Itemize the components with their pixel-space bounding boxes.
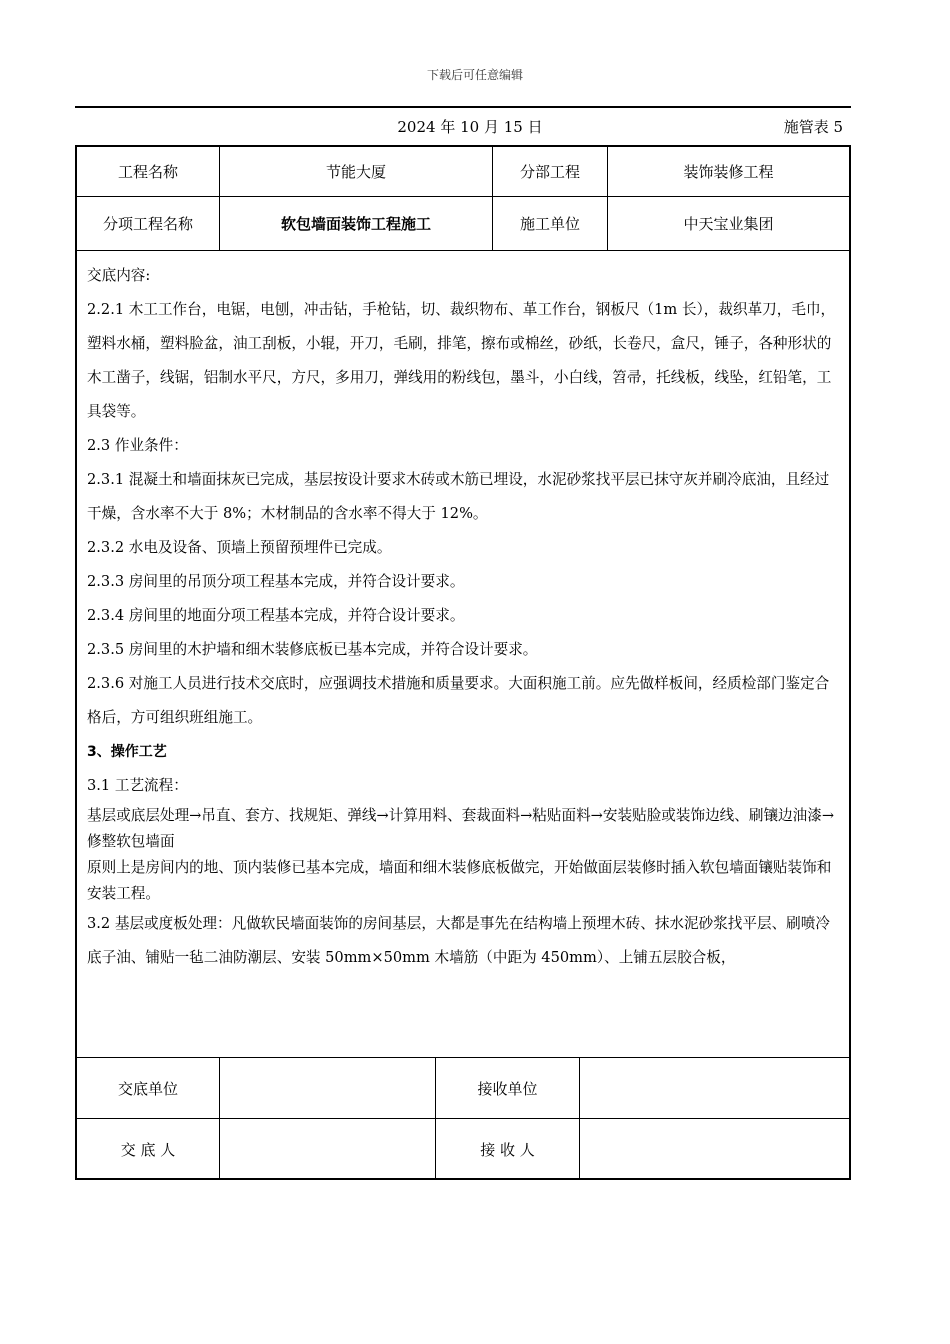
receiving-unit-field[interactable] — [580, 1058, 849, 1118]
footer-row-persons — [77, 1118, 849, 1180]
receiving-unit-label: 接收单位 — [436, 1058, 580, 1118]
handover-unit-field[interactable] — [220, 1058, 436, 1118]
handover-person-field[interactable] — [220, 1118, 436, 1180]
contractor-label: 施工单位 — [493, 197, 608, 250]
handover-person-label: 交 底 人 — [77, 1118, 220, 1180]
division-value: 装饰装修工程 — [683, 163, 774, 181]
content-paragraph: 2.3.5 房间里的木护墙和细木装修底板已基本完成，并符合设计要求。 — [87, 641, 538, 658]
form-number: 施管表 5 — [783, 118, 843, 136]
content-paragraph: 3.1 工艺流程： — [87, 777, 188, 794]
info-row-project — [77, 147, 849, 197]
receiver-label: 接 收 人 — [436, 1118, 580, 1180]
subitem-label: 分项工程名称 — [77, 197, 220, 250]
content-paragraph: 2.3.3 房间里的吊顶分项工程基本完成，并符合设计要求。 — [87, 573, 465, 590]
subitem-value: 软包墙面装饰工程施工 — [220, 197, 493, 250]
content-paragraph: 2.3.4 房间里的地面分项工程基本完成，并符合设计要求。 — [87, 607, 465, 624]
receiver-field[interactable] — [580, 1118, 849, 1180]
project-name-label: 工程名称 — [77, 147, 220, 196]
top-rule — [75, 106, 851, 108]
document-date: 2024 年 10 月 15 日 — [397, 118, 543, 136]
handover-form — [75, 145, 851, 1180]
footer-row-units — [77, 1057, 849, 1119]
contractor-value: 中天宝业集团 — [683, 215, 774, 233]
watermark-text: 下载后可任意编辑 — [426, 68, 523, 82]
content-heading: 交底内容: — [87, 267, 151, 284]
info-row-subitem — [77, 197, 849, 251]
content-paragraph: 2.2.1 木工工作台，电锯，电刨，冲击钻，手枪钻，切、裁织物布、革工作台，钢板尺（1m 长），裁织革刀，毛巾，塑料水桶，塑料脸盆，油工刮板，小辊，开刀，毛刷，排笔，擦布或棉丝，砂纸，长卷尺，盒尺，锤子，各种形状的木工凿子，线锯，铝制水平尺，方尺，多用刀，弹线用的粉线包，墨斗，小白线，笤帚，托线板，线坠，红铅笔，工具袋等。 — [87, 301, 836, 420]
handover-unit-label: 交底单位 — [77, 1058, 220, 1118]
content-paragraph: 3.2 基层或度板处理：凡做软民墙面装饰的房间基层，大都是事先在结构墙上预埋木砖、抹水泥砂浆找平层、刷喷冷底子油、铺贴一毡二油防潮层、安装 50mm×50mm 木墙筋（中距为 450mm）、上铺五层胶合板， — [87, 915, 830, 966]
content-paragraph: 2.3.1 混凝土和墙面抹灰已完成，基层按设计要求木砖或木筋已埋设，水泥砂浆找平层已抹守灰并刷冷底油，且经过干燥，含水率不大于 8%；木材制品的含水率不得大于 12%。 — [87, 471, 830, 522]
division-label: 分部工程 — [493, 147, 608, 196]
content-paragraph: 原则上是房间内的地、顶内装修已基本完成，墙面和细木装修底板做完，开始做面层装修时插入软包墙面镶贴装饰和安装工程。 — [87, 859, 832, 902]
project-name-value: 节能大厦 — [220, 147, 493, 196]
content-paragraph: 2.3 作业条件： — [87, 437, 188, 454]
section-heading: 3、操作工艺 — [87, 744, 167, 760]
content-paragraph: 2.3.2 水电及设备、顶墙上预留预埋件已完成。 — [87, 539, 392, 556]
content-paragraph: 基层或底层处理→吊直、套方、找规矩、弹线→计算用料、套裁面料→粘贴面料→安装贴脸或装饰边线、刷镶边油漆→修整软包墙面 — [87, 807, 835, 850]
content-paragraph: 2.3.6 对施工人员进行技术交底时，应强调技术措施和质量要求。大面积施工前。应先做样板间，经质检部门鉴定合格后，方可组织班组施工。 — [87, 675, 830, 726]
handover-content — [87, 259, 843, 975]
